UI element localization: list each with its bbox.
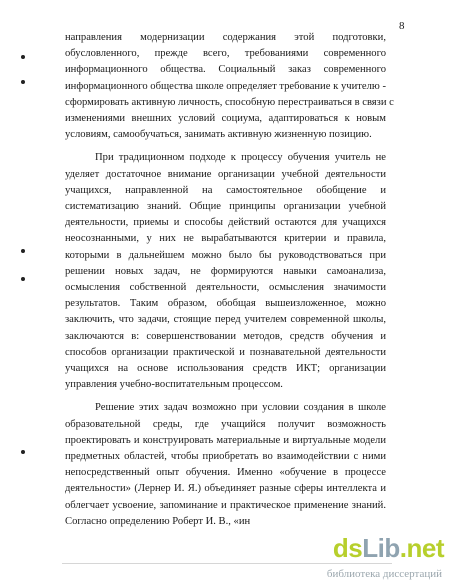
text-line: деятельности, приемы и способы действий остаются для учащихся bbox=[65, 217, 386, 229]
text-line: уделяет достаточное внимание организации учебной деятельности bbox=[65, 168, 386, 180]
paragraph bbox=[65, 400, 386, 530]
text-line: изменениями внешних условий социума, адаптироваться к новым bbox=[65, 113, 386, 125]
text-line: учащихся, направленной на самостоятельное обобщение и bbox=[65, 184, 386, 196]
text-line: способов организации практической и познавательной деятельности bbox=[65, 346, 386, 358]
watermark-logo: dsLib.net bbox=[332, 533, 444, 563]
text-line: обусловленного, прежде всего, требованиями современного bbox=[65, 48, 386, 60]
text-line: заключаются в: совершенствовании методов, средств обучения и bbox=[65, 330, 386, 342]
margin-dot bbox=[21, 450, 25, 454]
text-line: управления учебно-воспитательным процессом. bbox=[65, 379, 283, 391]
text-line: проектировать и конструировать материальные и виртуальные модели bbox=[65, 434, 386, 446]
text-line: образовательной среды, где учащийся получит возможность bbox=[65, 418, 386, 430]
text-line: учащихся на основе использования средств ИКТ; организации bbox=[65, 363, 386, 375]
text-line: осмысления собственной деятельности, осмысления значимости bbox=[65, 282, 386, 294]
watermark-subtitle: библиотека диссертаций bbox=[326, 568, 442, 580]
margin-dot bbox=[21, 249, 25, 253]
text-line: систематизацию знаний. Общие принципы организации учебной bbox=[65, 201, 386, 213]
text-line: непосредственный опыт обучения. Именно «обучение в процессе bbox=[65, 467, 386, 479]
watermark bbox=[333, 533, 444, 564]
paragraph bbox=[65, 150, 386, 393]
text-line: заключить, что задачи, стоящие перед учителем современной школы, bbox=[65, 314, 386, 326]
text-line: направления модернизации содержания этой подготовки, bbox=[65, 32, 386, 43]
text-line: условиям, самообучаться, занимать активную жизненную позицию. bbox=[65, 129, 372, 141]
text-line: облегчает усвоение, запоминание и практическое применение знаний. bbox=[65, 499, 386, 511]
text-line: результатов. Таким образом, обобщая вышеизложенное, можно bbox=[65, 298, 386, 310]
text-line: неосознанными, у них не вырабатываются критерии и правила, bbox=[65, 233, 386, 245]
text-line: При традиционном подходе к процессу обучения учитель не bbox=[95, 152, 386, 164]
text-line: Решение этих задач возможно при условии создания в школе bbox=[95, 402, 386, 414]
margin-dot bbox=[21, 277, 25, 281]
document-body bbox=[65, 30, 394, 530]
text-line: Согласно определению Роберт И. В., «ин bbox=[65, 515, 251, 527]
margin-dot bbox=[21, 55, 25, 59]
margin-dot bbox=[21, 80, 25, 84]
page-number: 8 bbox=[399, 20, 405, 32]
text-line: деятельности» (Лернер И. Я.) объединяет разные сферы интеллекта и bbox=[65, 483, 386, 495]
paragraph bbox=[65, 30, 394, 143]
text-line: решении новых задач, не формируются навыки самоанализа, bbox=[65, 265, 386, 277]
text-line: предметных областей, чтобы приобретать во взаимодействии с ними bbox=[65, 451, 386, 463]
text-line: информационного общества школе определяет требование к учителю - bbox=[65, 80, 386, 92]
text-line: информационного общества. Социальный заказ современного bbox=[65, 64, 386, 76]
text-line: сформировать активную личность, способную перестраиваться в связи с bbox=[65, 96, 394, 108]
text-line: которыми в дальнейшем можно было бы руководствоваться при bbox=[65, 249, 386, 261]
